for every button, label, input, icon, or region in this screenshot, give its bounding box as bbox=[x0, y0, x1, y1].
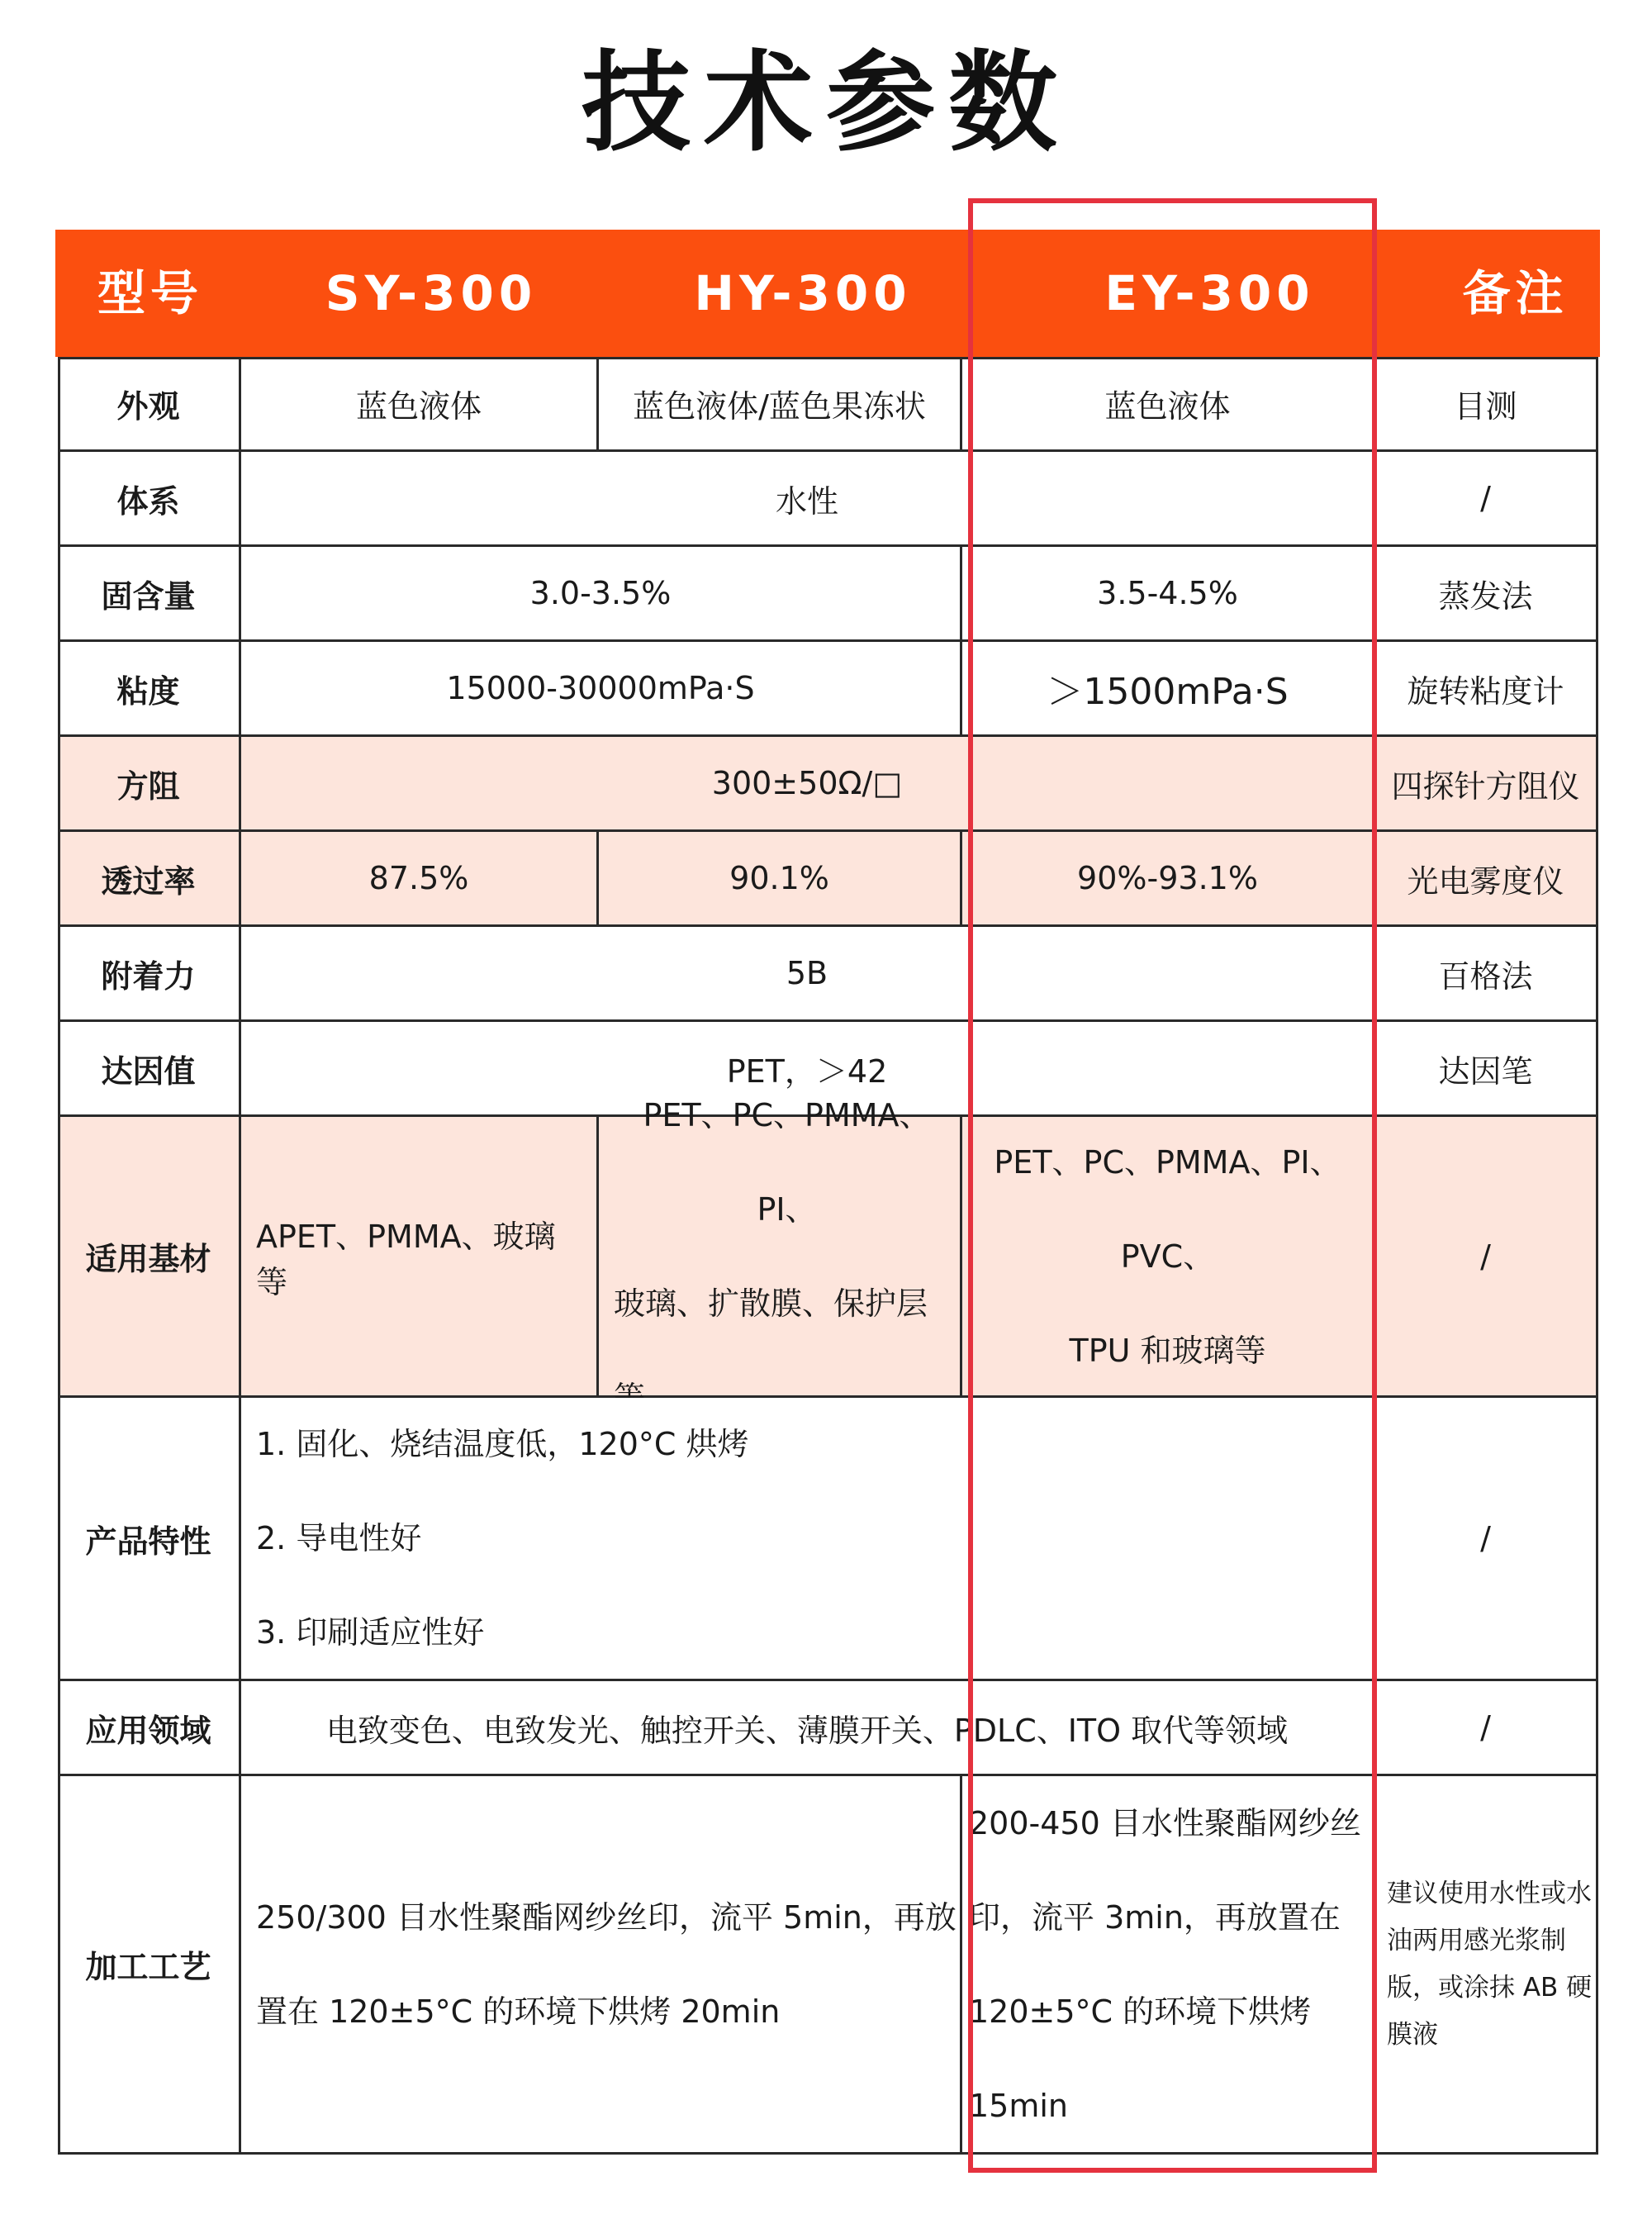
solid-note: 蒸发法 bbox=[1375, 547, 1598, 642]
substrate-ey-line: PET、PC、PMMA、PI、PVC、 bbox=[994, 1143, 1341, 1275]
appearance-sy: 蓝色液体 bbox=[241, 357, 599, 452]
process-sy-hy-line: 置在 120±5°C 的环境下烘烤 20min bbox=[256, 1993, 781, 2030]
viscosity-sy-hy: 15000-30000mPa·S bbox=[241, 642, 962, 737]
sheet-resistance-note: 四探针方阻仪 bbox=[1375, 737, 1598, 832]
substrate-ey bbox=[962, 1117, 1375, 1398]
process-ey-line: 120±5°C 的环境下烘烤 bbox=[969, 1993, 1312, 2030]
feature-item: 3. 印刷适应性好 bbox=[256, 1614, 485, 1651]
features-note: / bbox=[1375, 1398, 1598, 1681]
label-viscosity: 粘度 bbox=[58, 642, 241, 737]
transmittance-hy: 90.1% bbox=[599, 832, 962, 927]
solid-ey: 3.5-4.5% bbox=[962, 547, 1375, 642]
process-note bbox=[1375, 1776, 1598, 2155]
substrate-ey-line: TPU 和玻璃等 bbox=[1069, 1332, 1266, 1369]
process-sy-hy-line: 250/300 目水性聚酯网纱丝印，流平 5min，再放 bbox=[256, 1898, 957, 1936]
label-transmittance: 透过率 bbox=[58, 832, 241, 927]
substrate-sy: APET、PMMA、玻璃等 bbox=[241, 1117, 599, 1398]
solid-sy-hy: 3.0-3.5% bbox=[241, 547, 962, 642]
process-sy-hy bbox=[241, 1776, 962, 2155]
dyne-value: PET，＞42 bbox=[241, 1022, 1375, 1117]
viscosity-note: 旋转粘度计 bbox=[1375, 642, 1598, 737]
transmittance-note: 光电雾度仪 bbox=[1375, 832, 1598, 927]
process-note-line: 膜液 bbox=[1387, 2019, 1438, 2050]
process-note-line: 建议使用水性或水 bbox=[1387, 1878, 1592, 1908]
features-list bbox=[241, 1398, 1375, 1681]
header-hy-300: HY-300 bbox=[694, 265, 912, 321]
label-features: 产品特性 bbox=[58, 1398, 241, 1681]
dyne-note: 达因笔 bbox=[1375, 1022, 1598, 1117]
spec-table bbox=[58, 357, 1598, 2155]
process-note-line: 版，或涂抹 AB 硬 bbox=[1387, 1972, 1593, 2003]
substrate-hy-line: 玻璃、扩散膜、保护层 bbox=[614, 1285, 928, 1322]
system-value: 水性 bbox=[241, 452, 1375, 547]
header-note: 备注 bbox=[1462, 265, 1569, 321]
process-ey bbox=[962, 1776, 1375, 2155]
feature-item: 1. 固化、烧结温度低，120°C 烘烤 bbox=[256, 1426, 749, 1462]
adhesion-value: 5B bbox=[241, 927, 1375, 1022]
adhesion-note: 百格法 bbox=[1375, 927, 1598, 1022]
appearance-hy: 蓝色液体/蓝色果冻状 bbox=[599, 357, 962, 452]
process-ey-line: 15min bbox=[969, 2087, 1069, 2124]
transmittance-ey: 90%-93.1% bbox=[962, 832, 1375, 927]
process-ey-line: 印，流平 3min，再放置在 bbox=[969, 1898, 1341, 1936]
appearance-note: 目测 bbox=[1375, 357, 1598, 452]
application-value: 电致变色、电致发光、触控开关、薄膜开关、PDLC、ITO 取代等领域 bbox=[241, 1681, 1375, 1776]
sheet-resistance-value: 300±50Ω/□ bbox=[241, 737, 1375, 832]
header-ey-300: EY-300 bbox=[1104, 265, 1315, 321]
system-note: / bbox=[1375, 452, 1598, 547]
label-process: 加工工艺 bbox=[58, 1776, 241, 2155]
feature-item: 2. 导电性好 bbox=[256, 1520, 422, 1556]
process-note-line: 油两用感光浆制 bbox=[1387, 1925, 1566, 1955]
label-system: 体系 bbox=[58, 452, 241, 547]
header-sy-300: SY-300 bbox=[325, 265, 538, 321]
viscosity-ey: ＞1500mPa·S bbox=[962, 642, 1375, 737]
label-sheet-resistance: 方阻 bbox=[58, 737, 241, 832]
label-solid: 固含量 bbox=[58, 547, 241, 642]
application-note: / bbox=[1375, 1681, 1598, 1776]
substrate-hy-line: PET、PC、PMMA、PI、 bbox=[643, 1096, 931, 1228]
appearance-ey: 蓝色液体 bbox=[962, 357, 1375, 452]
process-ey-line: 200-450 目水性聚酯网纱丝 bbox=[969, 1804, 1361, 1841]
label-appearance: 外观 bbox=[58, 357, 241, 452]
header-model: 型号 bbox=[97, 265, 203, 321]
label-dyne: 达因值 bbox=[58, 1022, 241, 1117]
substrate-note: / bbox=[1375, 1117, 1598, 1398]
substrate-hy bbox=[599, 1096, 962, 1398]
page-title: 技术参数 bbox=[582, 40, 1070, 167]
label-substrate: 适用基材 bbox=[58, 1117, 241, 1398]
table-header bbox=[55, 230, 1600, 357]
transmittance-sy: 87.5% bbox=[241, 832, 599, 927]
label-adhesion: 附着力 bbox=[58, 927, 241, 1022]
label-application: 应用领域 bbox=[58, 1681, 241, 1776]
